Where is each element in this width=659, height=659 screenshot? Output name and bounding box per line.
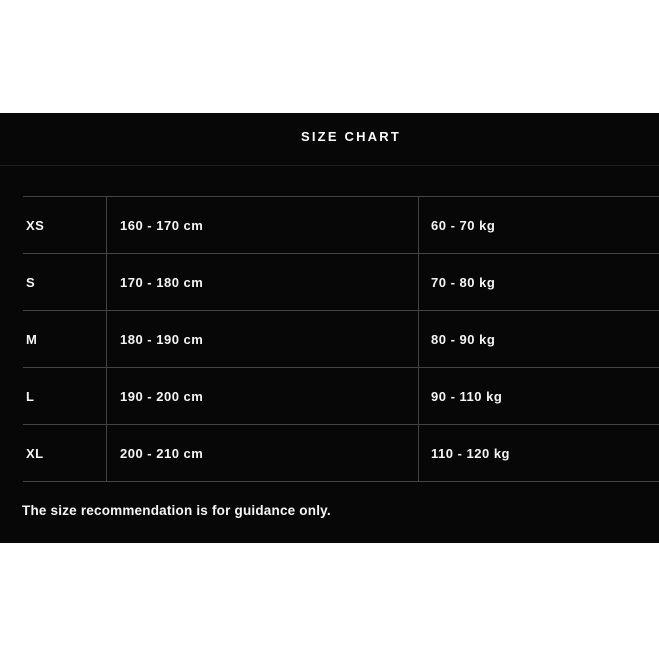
size-cell: XS	[26, 217, 45, 233]
table-row	[23, 196, 659, 253]
height-cell: 190 - 200 cm	[106, 368, 418, 424]
size-chart-title: SIZE CHART	[301, 129, 401, 144]
size-cell: M	[26, 331, 38, 347]
title-divider	[0, 165, 659, 166]
size-cell: XL	[26, 445, 44, 461]
weight-cell: 60 - 70 kg	[418, 197, 659, 253]
height-cell: 170 - 180 cm	[106, 254, 418, 310]
table-row	[23, 367, 659, 424]
size-cell: S	[26, 274, 36, 290]
height-cell: 160 - 170 cm	[106, 197, 418, 253]
weight-cell: 110 - 120 kg	[418, 425, 659, 481]
table-row	[23, 253, 659, 310]
size-table	[23, 196, 659, 482]
table-row	[23, 310, 659, 367]
size-cell: L	[26, 388, 35, 404]
table-row	[23, 424, 659, 482]
weight-cell: 80 - 90 kg	[418, 311, 659, 367]
guidance-note: The size recommendation is for guidance only.	[22, 503, 331, 518]
size-chart-panel	[0, 113, 659, 543]
weight-cell: 70 - 80 kg	[418, 254, 659, 310]
height-cell: 180 - 190 cm	[106, 311, 418, 367]
height-cell: 200 - 210 cm	[106, 425, 418, 481]
weight-cell: 90 - 110 kg	[418, 368, 659, 424]
